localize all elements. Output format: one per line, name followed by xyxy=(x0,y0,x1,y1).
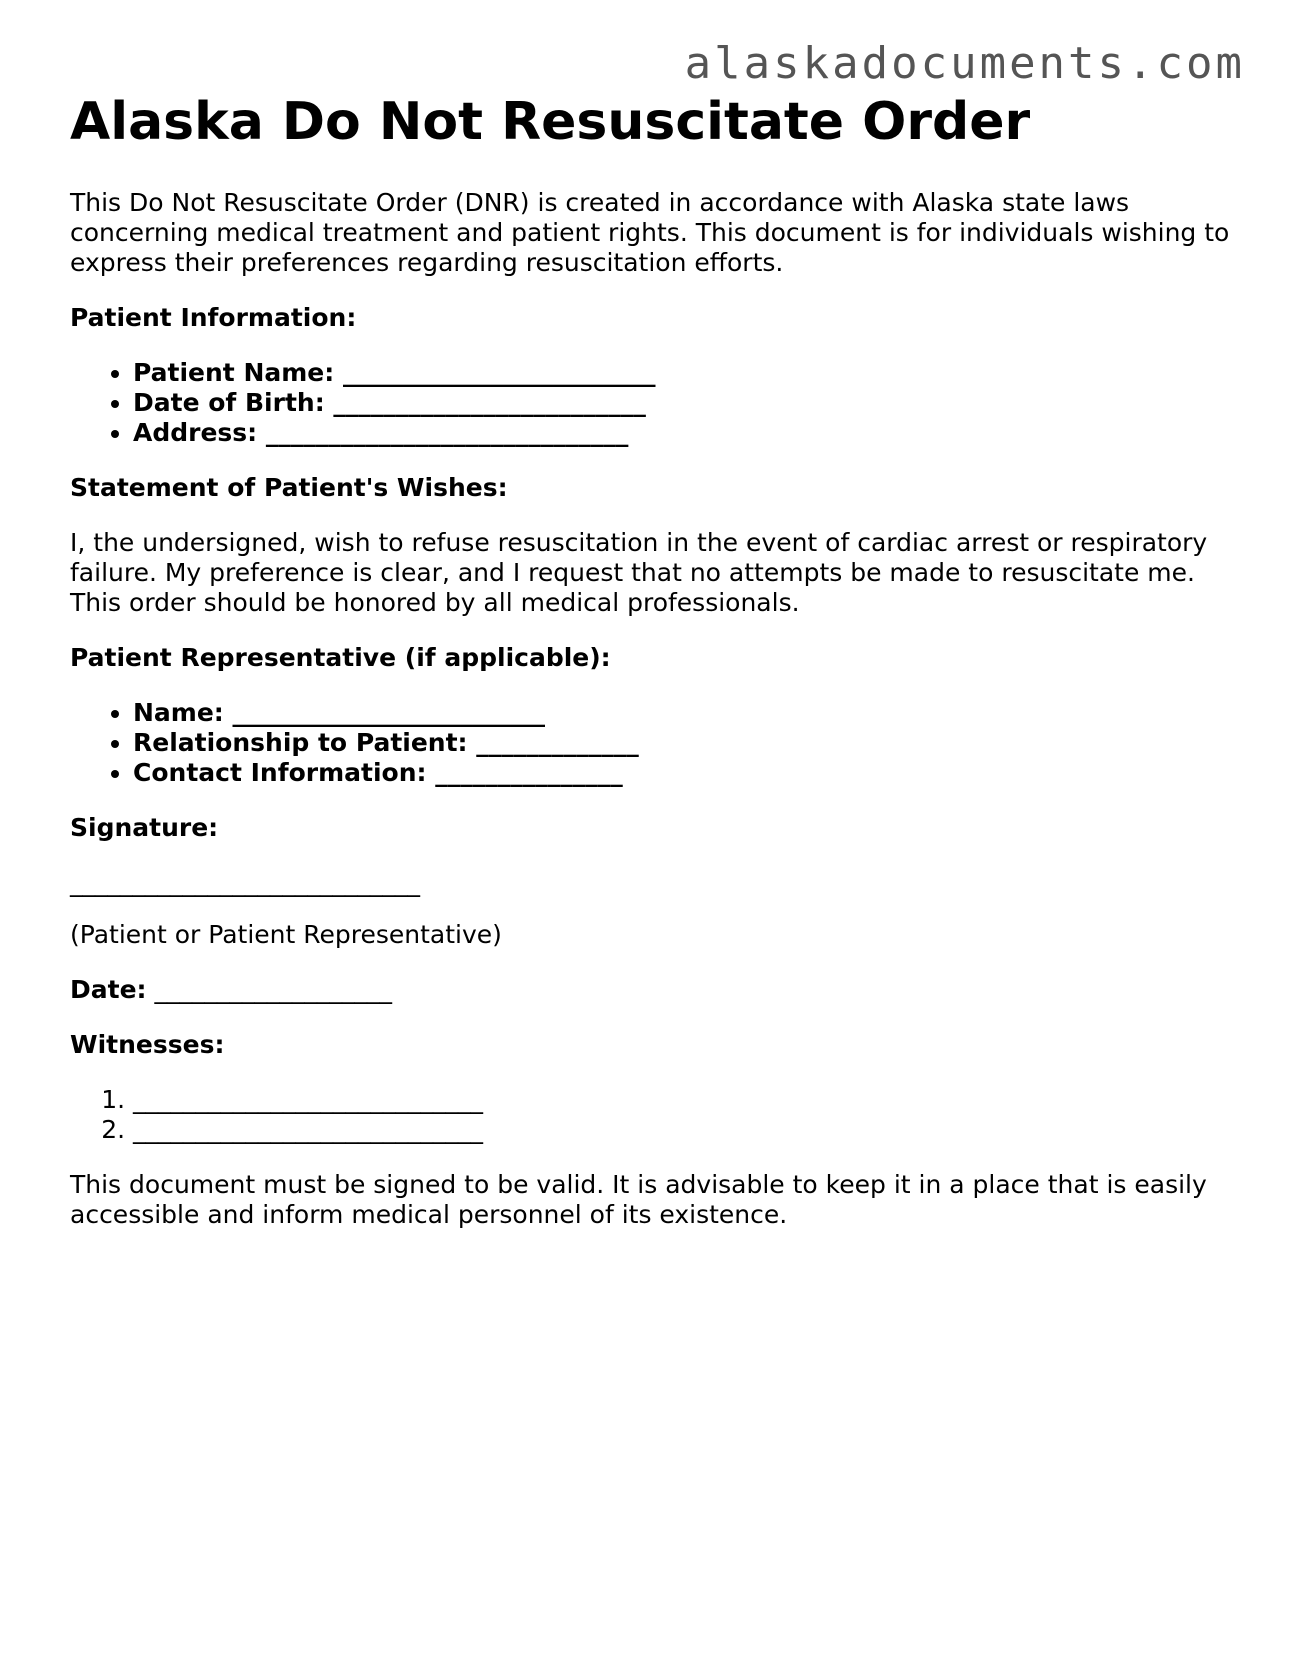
date-line: ___________________ xyxy=(154,975,392,1004)
date-of-birth-field: • Date of Birth: _________________________ xyxy=(133,388,1230,418)
relationship-field: • Relationship to Patient: _____________ xyxy=(133,728,1230,758)
document-content xyxy=(70,88,1230,1230)
page-title: Alaska Do Not Resuscitate Order xyxy=(70,92,1031,152)
signature-caption: (Patient or Patient Representative) xyxy=(70,920,502,949)
signature-heading: Signature: xyxy=(70,813,219,842)
date-field xyxy=(70,975,1230,1005)
closing-paragraph: This document must be signed to be valid. It is advisable to keep it in a place that is easily accessible and inform medical personnel of its existence. xyxy=(70,1170,1207,1229)
patient-info-heading: Patient Information: xyxy=(70,303,357,332)
wishes-paragraph: I, the undersigned, wish to refuse resuscitation in the event of cardiac arrest or respiratory failure. My preference is clear, and I request that no attempts be made to resuscitate me. This order should be honored by all medical professionals. xyxy=(70,528,1208,617)
address-field: • Address: _____________________________ xyxy=(133,418,1230,448)
signature-line: ____________________________ xyxy=(70,868,420,897)
witness-line: 1. ____________________________ xyxy=(133,1085,1230,1115)
intro-paragraph: This Do Not Resuscitate Order (DNR) is created in accordance with Alaska state laws concerning medical treatment and patient rights. This document is for individuals wishing to express their preferences regarding resuscitation efforts. xyxy=(70,188,1230,277)
witnesses-heading: Witnesses: xyxy=(70,1030,225,1059)
watermark: alaskadocuments.com xyxy=(684,38,1245,89)
witnesses-list xyxy=(70,1085,1230,1145)
representative-list xyxy=(70,698,1230,788)
witness-line: 2. ____________________________ xyxy=(133,1115,1230,1145)
representative-heading: Patient Representative (if applicable): xyxy=(70,643,611,672)
wishes-heading: Statement of Patient's Wishes: xyxy=(70,473,508,502)
date-label: Date: xyxy=(70,975,147,1004)
patient-name-field: • Patient Name: _________________________ xyxy=(133,358,1230,388)
representative-name-field: • Name: _________________________ xyxy=(133,698,1230,728)
patient-info-list xyxy=(70,358,1230,448)
contact-info-field: • Contact Information: _______________ xyxy=(133,758,1230,788)
